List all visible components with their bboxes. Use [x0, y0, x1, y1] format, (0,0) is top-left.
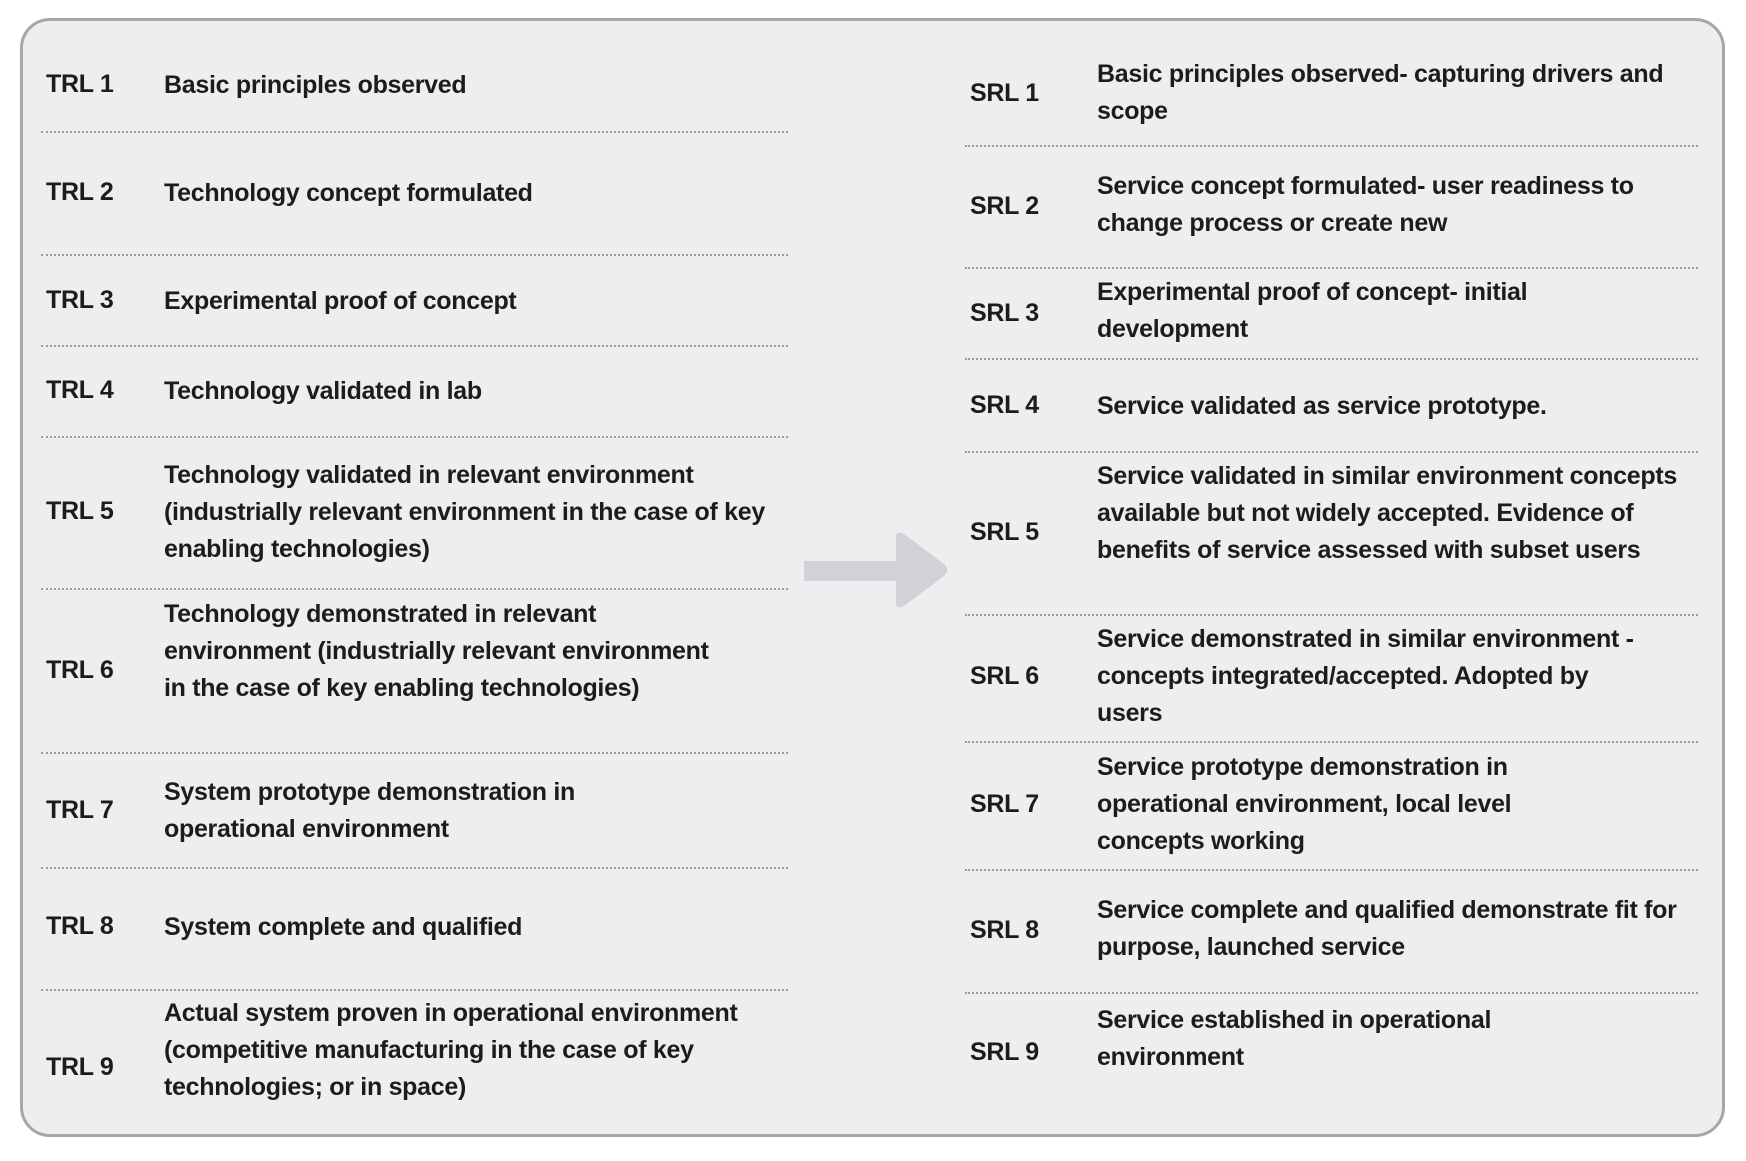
srl-description: Service validated as service prototype. [1097, 392, 1547, 420]
trl-row-2 [0, 131, 800, 254]
trl-description: Basic principles observed [164, 71, 467, 99]
srl-row-6 [960, 614, 1720, 741]
trl-row-5 [0, 436, 800, 588]
srl-description: Service demonstrated in similar environment - concepts integrated/accepted. Adopted by users [1097, 625, 1634, 727]
srl-description: Service complete and qualified demonstrate fit for purpose, launched service [1097, 896, 1677, 961]
trl-level-label: TRL 5 [46, 497, 114, 525]
srl-level-label: SRL 5 [970, 518, 1039, 546]
srl-level-label: SRL 4 [970, 391, 1039, 419]
srl-level-label: SRL 7 [970, 790, 1039, 818]
srl-level-label: SRL 1 [970, 79, 1039, 107]
trl-level-label: TRL 6 [46, 656, 114, 684]
srl-row-4 [960, 358, 1720, 451]
trl-row-4 [0, 345, 800, 436]
trl-description: Technology concept formulated [164, 179, 533, 207]
srl-description: Basic principles observed- capturing drivers and scope [1097, 60, 1664, 125]
srl-description: Service validated in similar environment concepts available but not widely accepted. Evidence of benefits of service assessed with subset users [1097, 462, 1677, 564]
srl-description: Service established in operational environment [1097, 1006, 1492, 1071]
srl-level-label: SRL 8 [970, 916, 1039, 944]
trl-description: System complete and qualified [164, 913, 523, 941]
trl-description: Technology validated in relevant environment (industrially relevant environment in the case of key enabling technologies) [164, 461, 765, 563]
trl-row-8 [0, 867, 800, 989]
srl-description: Experimental proof of concept- initial development [1097, 278, 1528, 343]
trl-description: Experimental proof of concept [164, 287, 517, 315]
trl-level-label: TRL 2 [46, 178, 114, 206]
trl-level-label: TRL 3 [46, 286, 114, 314]
srl-level-label: SRL 3 [970, 299, 1039, 327]
srl-row-9 [960, 992, 1720, 1120]
srl-level-label: SRL 9 [970, 1038, 1039, 1066]
srl-row-1 [960, 50, 1720, 145]
right-arrow-icon [804, 530, 950, 610]
trl-description: Technology demonstrated in relevant environment (industrially relevant environment in the case of key enabling technologies) [164, 600, 709, 702]
srl-row-7 [960, 741, 1720, 869]
trl-level-label: TRL 7 [46, 796, 114, 824]
trl-row-9 [0, 989, 800, 1129]
srl-level-label: SRL 2 [970, 192, 1039, 220]
srl-row-5 [960, 451, 1720, 614]
trl-level-label: TRL 1 [46, 70, 114, 98]
trl-row-3 [0, 254, 800, 345]
trl-level-label: TRL 9 [46, 1053, 114, 1081]
trl-description: Technology validated in lab [164, 377, 482, 405]
trl-level-label: TRL 8 [46, 912, 114, 940]
srl-row-2 [960, 145, 1720, 267]
trl-level-label: TRL 4 [46, 376, 114, 404]
srl-description: Service concept formulated- user readiness to change process or create new [1097, 172, 1634, 237]
trl-description: System prototype demonstration in operational environment [164, 778, 575, 843]
srl-row-3 [960, 267, 1720, 358]
trl-row-1 [0, 40, 800, 131]
trl-row-6 [0, 588, 800, 752]
srl-description: Service prototype demonstration in operational environment, local level concepts working [1097, 753, 1512, 855]
srl-level-label: SRL 6 [970, 662, 1039, 690]
srl-row-8 [960, 869, 1720, 992]
trl-description: Actual system proven in operational environment (competitive manufacturing in the case of key technologies; or in space) [164, 999, 738, 1101]
trl-row-7 [0, 752, 800, 867]
